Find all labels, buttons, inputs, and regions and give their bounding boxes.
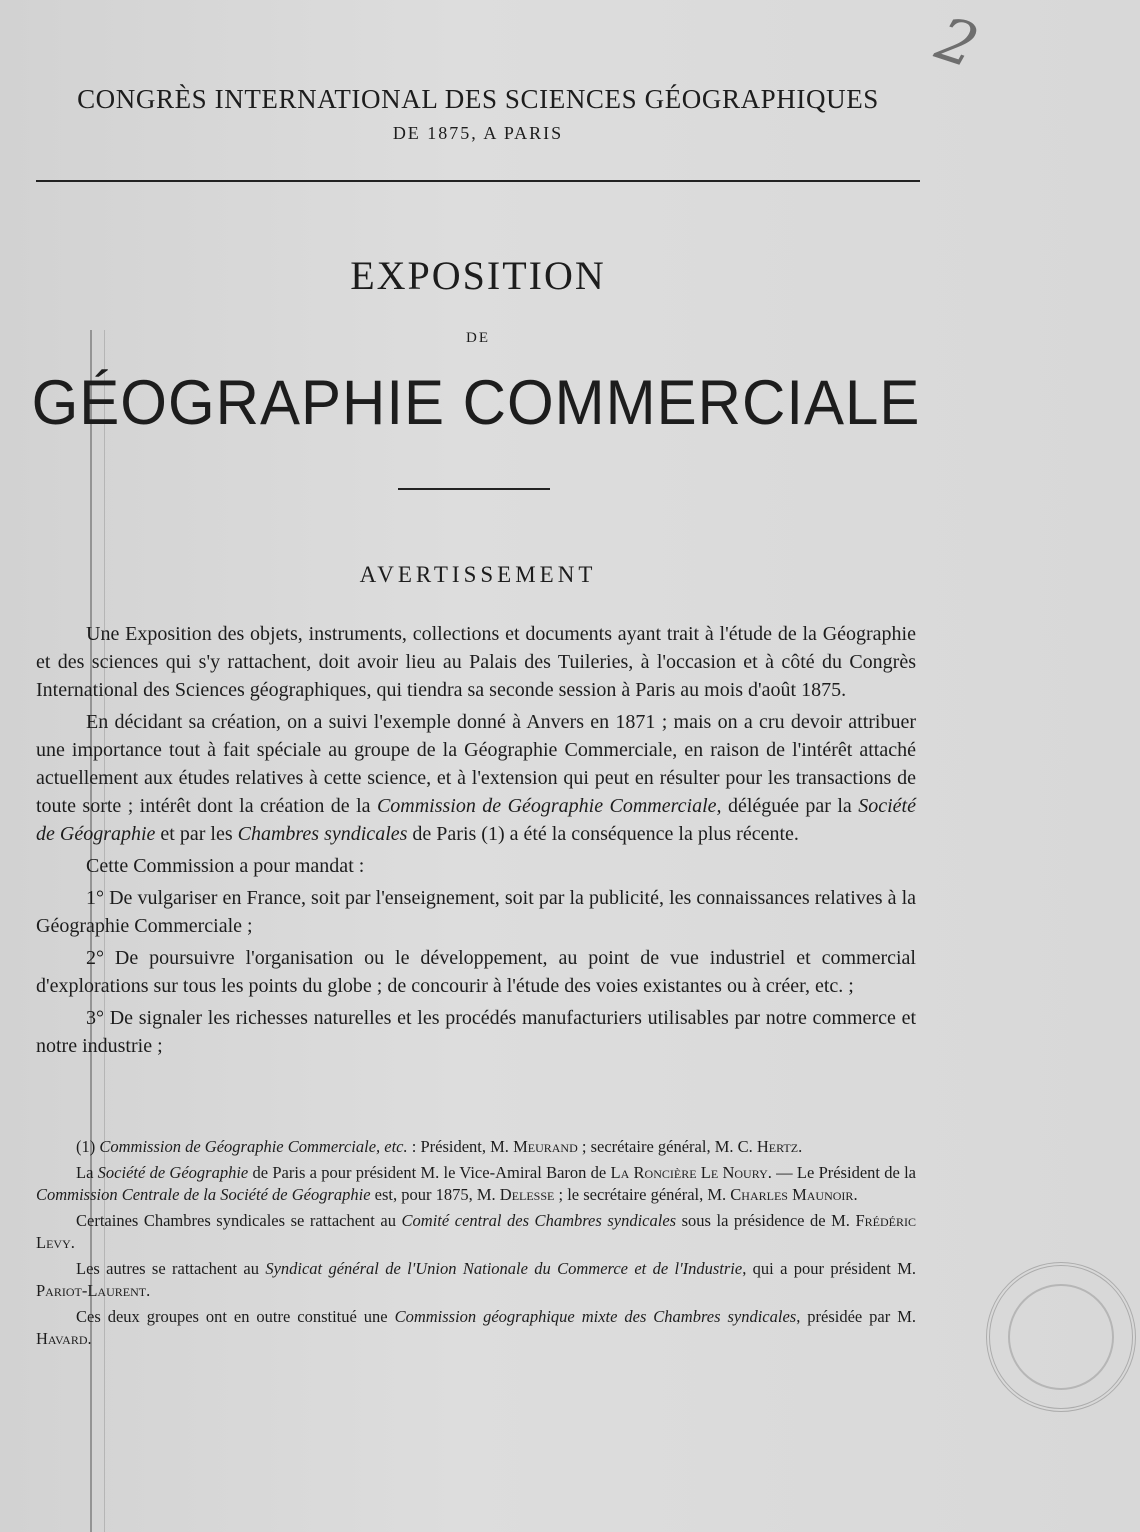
main-title: GÉOGRAPHIE COMMERCIALE bbox=[31, 367, 921, 438]
paragraph-1: Une Exposition des objets, instruments, collections et documents ayant trait à l'étude de la Géographie et des sciences qui s'y rattachent, doit avoir lieu au Palais des Tuileries, à l'occasion et à côté du Congrès International des Sciences géographiques, qui tiendra sa seconde session à Paris au mois d'août 1875. bbox=[36, 623, 916, 701]
paragraph-3: Cette Commission a pour mandat : bbox=[86, 855, 365, 877]
page-header bbox=[36, 84, 920, 144]
section-heading: AVERTISSEMENT bbox=[359, 562, 597, 587]
mandate-item-2: 2° De poursuivre l'organisation ou le développement, au point de vue industriel et commercial d'explorations sur tous les points du globe ; de concourir à l'étude des voies existantes ou à créer, etc. ; bbox=[36, 947, 916, 997]
footnotes bbox=[36, 1136, 916, 1354]
footnote-2: La Société de Géographie de Paris a pour président M. le Vice-Amiral Baron de La Roncière Le Noury. — Le Président de la Commission Centrale de la Société de Géographie est, pour 1875, M. Delesse ; le secrétaire général, M. Charles Maunoir. bbox=[36, 1163, 916, 1204]
congress-place-date: DE 1875, A PARIS bbox=[392, 123, 564, 143]
footnote-1: (1) Commission de Géographie Commerciale, etc. : Président, M. Meurand ; secrétaire général, M. C. Hertz. bbox=[76, 1137, 803, 1156]
library-stamp-inner-ring bbox=[1008, 1284, 1114, 1390]
library-stamp bbox=[986, 1262, 1136, 1412]
footnote-4: Les autres se rattachent au Syndicat général de l'Union Nationale du Commerce et de l'Industrie, qui a pour président M. Pariot-Laurent. bbox=[36, 1259, 916, 1300]
mandate-item-3: 3° De signaler les richesses naturelles et les procédés manufacturiers utilisables par notre commerce et notre industrie ; bbox=[36, 1007, 916, 1057]
title-rule bbox=[398, 488, 550, 490]
de-connector: DE bbox=[466, 330, 490, 346]
body-text bbox=[36, 620, 916, 1064]
paragraph-2: En décidant sa création, on a suivi l'exemple donné à Anvers en 1871 ; mais on a cru devoir attribuer une importance tout à fait spéciale au groupe de la Géographie Commerciale, en raison de l'intérêt attaché actuellement aux études relatives à cette science, et à l'extension qui peut en résulter pour les transactions de toute sorte ; intérêt dont la création de la Commission de Géographie Commerciale, déléguée par la Société de Géographie et par les Chambres syndicales de Paris (1) a été la conséquence la plus récente. bbox=[36, 711, 916, 845]
pencil-page-number: 2 bbox=[928, 3, 987, 83]
footnote-3: Certaines Chambres syndicales se rattachent au Comité central des Chambres syndicales sous la présidence de M. Frédéric Levy. bbox=[36, 1211, 916, 1252]
footnote-5: Ces deux groupes ont en outre constitué une Commission géographique mixte des Chambres syndicales, présidée par M. Havard. bbox=[36, 1307, 916, 1348]
congress-title: CONGRÈS INTERNATIONAL DES SCIENCES GÉOGRAPHIQUES bbox=[77, 84, 879, 114]
exposition-heading: EXPOSITION bbox=[350, 253, 606, 298]
header-rule bbox=[36, 180, 920, 182]
mandate-item-1: 1° De vulgariser en France, soit par l'enseignement, soit par la publicité, les connaissances relatives à la Géographie Commerciale ; bbox=[36, 887, 916, 937]
